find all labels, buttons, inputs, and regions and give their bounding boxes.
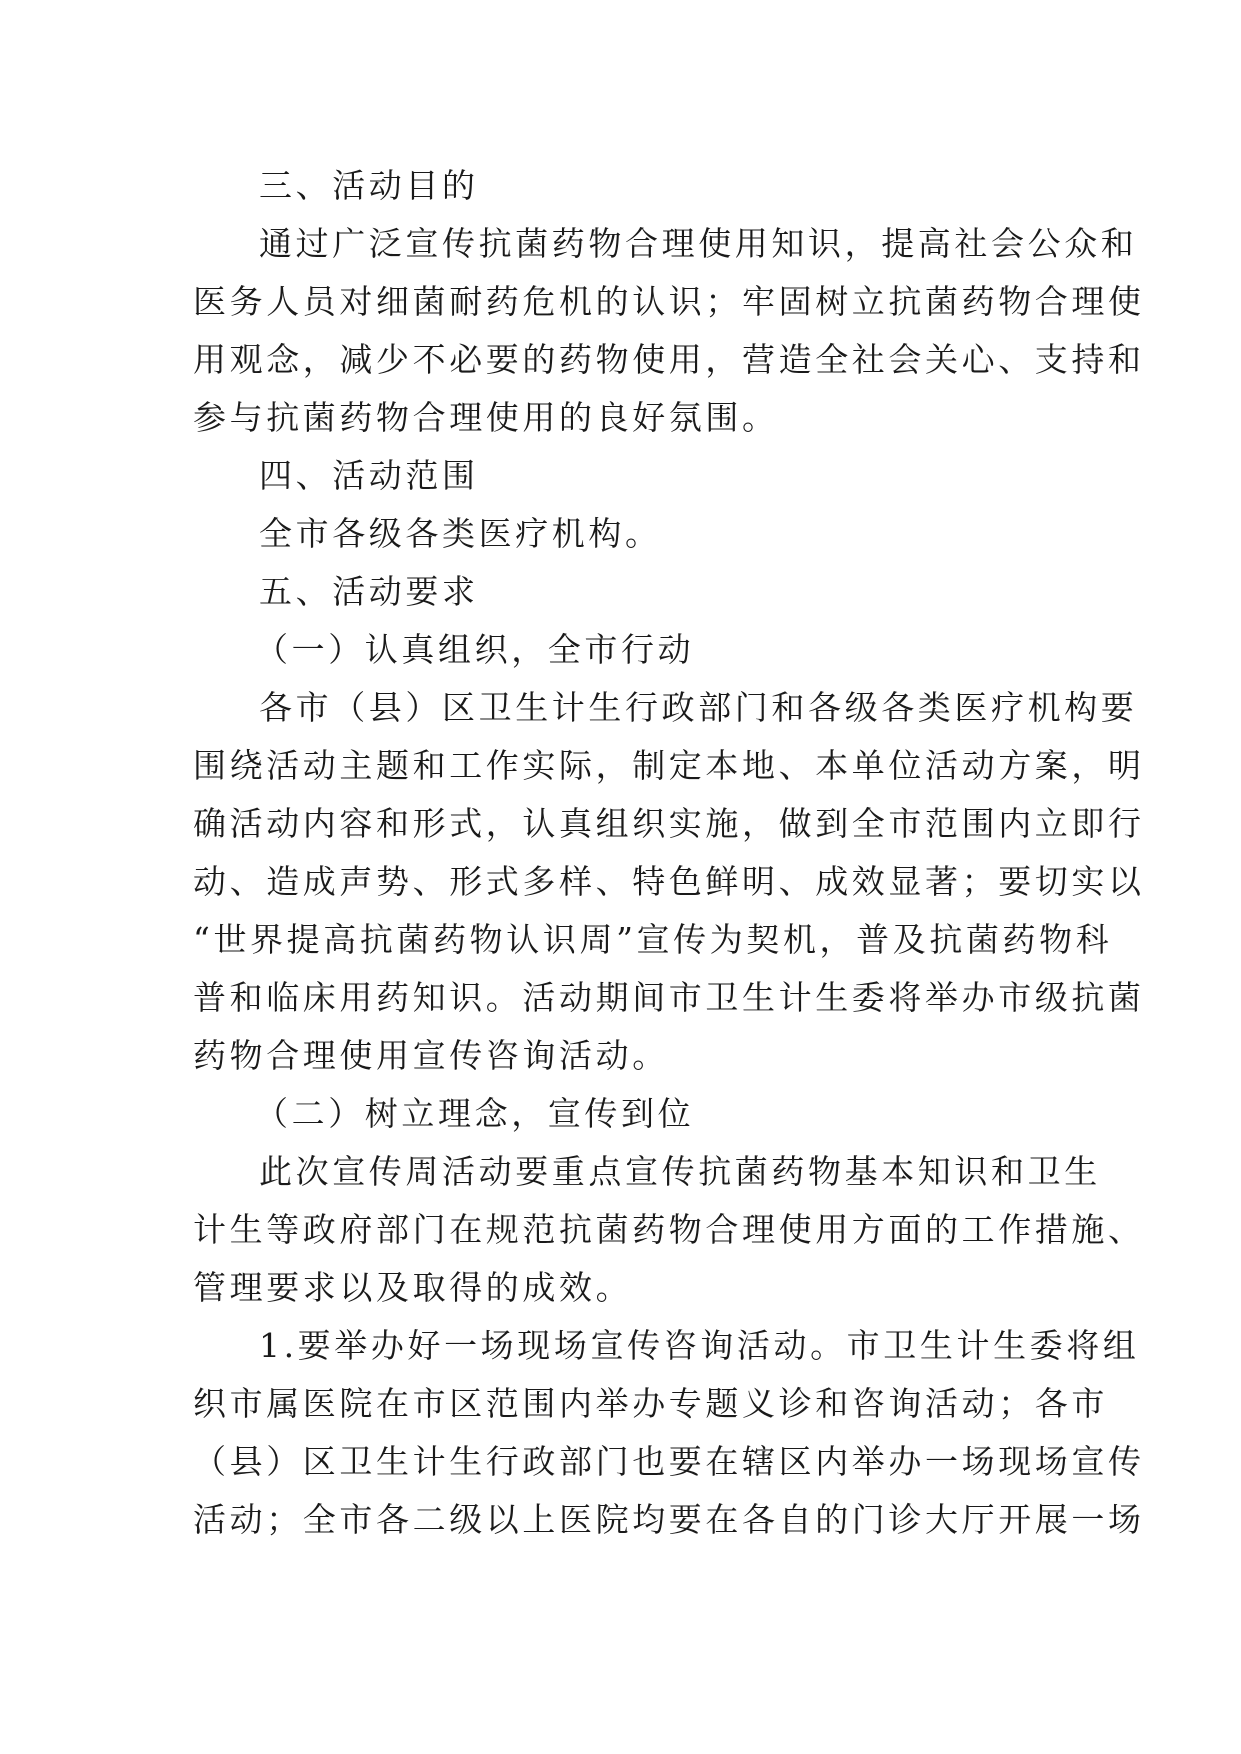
text-line: 1.要举办好一场现场宣传咨询活动。市卫生计生委将组: [259, 1326, 1140, 1365]
paragraph-scope: [193, 505, 1053, 563]
text-line: 各市（县）区卫生计生行政部门和各级各类医疗机构要: [259, 688, 1138, 727]
text-line: 普和临床用药知识。活动期间市卫生计生委将举办市级抗菌: [193, 978, 1145, 1017]
section-heading-purpose: 三、活动目的: [259, 166, 479, 205]
paragraph-concept: [193, 1143, 1145, 1317]
text-line: 此次宣传周活动要重点宣传抗菌药物基本知识和卫生: [259, 1152, 1101, 1191]
text-line: 通过广泛宣传抗菌药物合理使用知识，提高社会公众和: [259, 224, 1138, 263]
text-line: 活动；全市各二级以上医院均要在各自的门诊大厅开展一场: [193, 1500, 1145, 1539]
section-heading-scope: 四、活动范围: [259, 456, 479, 495]
document-body: [193, 157, 1145, 1549]
subheading-concept: （二）树立理念，宣传到位: [255, 1094, 695, 1133]
section-heading-requirements: 五、活动要求: [259, 572, 479, 611]
paragraph-organize: [193, 679, 1145, 1085]
text-line: 织市属医院在市区范围内举办专题义诊和咨询活动；各市: [193, 1384, 1108, 1423]
paragraph-item-1: [193, 1317, 1145, 1549]
text-line: 确活动内容和形式，认真组织实施，做到全市范围内立即行: [193, 804, 1145, 843]
text-line: 用观念，减少不必要的药物使用，营造全社会关心、支持和: [193, 340, 1145, 379]
text-line: （县）区卫生计生行政部门也要在辖区内举办一场现场宣传: [193, 1442, 1145, 1481]
text-line: 管理要求以及取得的成效。: [193, 1268, 633, 1307]
text-line: 全市各级各类医疗机构。: [259, 514, 662, 553]
text-line: 参与抗菌药物合理使用的良好氛围。: [193, 398, 779, 437]
text-line: 计生等政府部门在规范抗菌药物合理使用方面的工作措施、: [193, 1210, 1145, 1249]
paragraph-purpose: [193, 215, 1145, 447]
text-line: 动、造成声势、形式多样、特色鲜明、成效显著；要切实以: [193, 862, 1145, 901]
text-line: 围绕活动主题和工作实际，制定本地、本单位活动方案，明: [193, 746, 1145, 785]
text-line: 医务人员对细菌耐药危机的认识；牢固树立抗菌药物合理使: [193, 282, 1145, 321]
subheading-organize: （一）认真组织，全市行动: [255, 630, 695, 669]
text-line: “世界提高抗菌药物认识周”宣传为契机，普及抗菌药物科: [193, 920, 1113, 959]
text-line: 药物合理使用宣传咨询活动。: [193, 1036, 669, 1075]
